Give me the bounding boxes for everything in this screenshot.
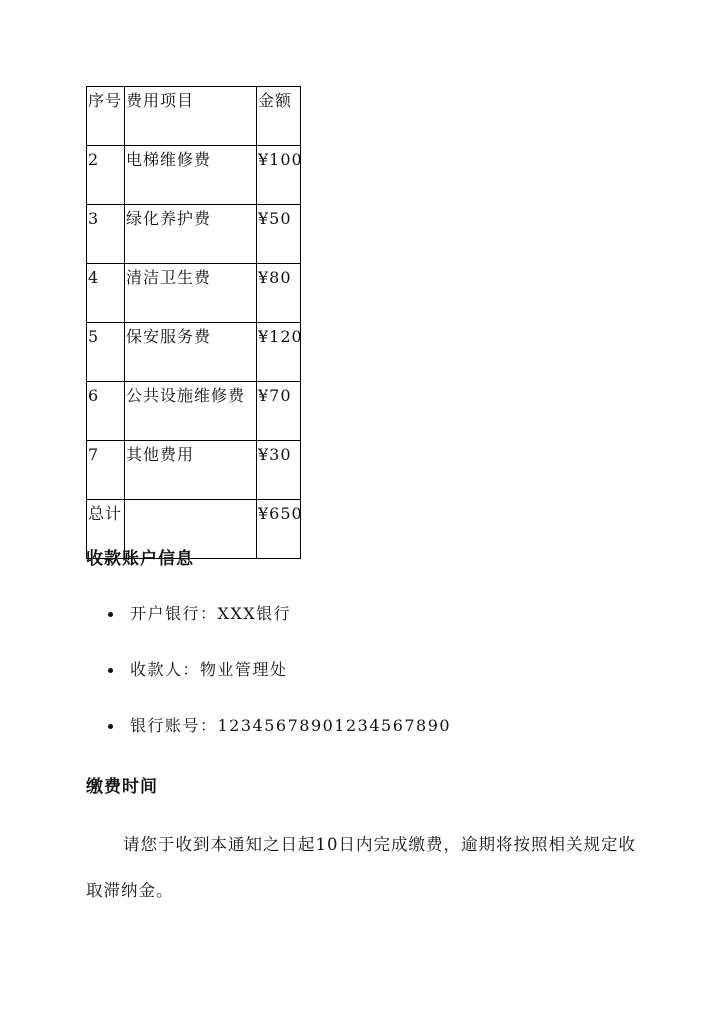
- row-index: 3: [87, 205, 125, 264]
- bullet-icon: [108, 612, 113, 617]
- payment-time-heading: 缴费时间: [86, 777, 158, 797]
- table-row: [87, 264, 301, 323]
- row-amount: ¥30: [257, 441, 301, 500]
- total-amount: ¥650: [257, 500, 301, 559]
- account-info-list: [86, 592, 451, 760]
- row-index: 7: [87, 441, 125, 500]
- payee-text: 收款人：物业管理处: [130, 660, 288, 679]
- row-item: 保安服务费: [125, 323, 257, 382]
- table-row: [87, 441, 301, 500]
- row-item: 公共设施维修费: [125, 382, 257, 441]
- row-item: 电梯维修费: [125, 146, 257, 205]
- row-item: 清洁卫生费: [125, 264, 257, 323]
- row-index: 2: [87, 146, 125, 205]
- list-item: [86, 704, 451, 760]
- list-item: [86, 648, 451, 704]
- table-row: [87, 146, 301, 205]
- payment-time-paragraph: 请您于收到本通知之日起10日内完成缴费，逾期将按照相关规定收取滞纳金。: [86, 835, 636, 900]
- bullet-icon: [108, 668, 113, 673]
- row-amount: ¥100: [257, 146, 301, 205]
- row-index: 6: [87, 382, 125, 441]
- total-label: 总计: [87, 500, 125, 559]
- table-row: [87, 382, 301, 441]
- row-index: 5: [87, 323, 125, 382]
- header-item: 费用项目: [125, 87, 257, 146]
- table-row: [87, 205, 301, 264]
- table-row: [87, 323, 301, 382]
- header-index: 序号: [87, 87, 125, 146]
- bank-name-text: 开户银行：XXX银行: [130, 604, 292, 623]
- row-amount: ¥50: [257, 205, 301, 264]
- row-item: 绿化养护费: [125, 205, 257, 264]
- account-info-heading: 收款账户信息: [86, 549, 194, 569]
- table-header-row: [87, 87, 301, 146]
- row-amount: ¥80: [257, 264, 301, 323]
- header-amount: 金额: [257, 87, 301, 146]
- fee-table: [86, 86, 301, 559]
- account-number-text: 银行账号：12345678901234567890: [130, 716, 452, 735]
- row-amount: ¥70: [257, 382, 301, 441]
- row-item: 其他费用: [125, 441, 257, 500]
- row-amount: ¥120: [257, 323, 301, 382]
- bullet-icon: [108, 724, 113, 729]
- list-item: [86, 592, 451, 648]
- row-index: 4: [87, 264, 125, 323]
